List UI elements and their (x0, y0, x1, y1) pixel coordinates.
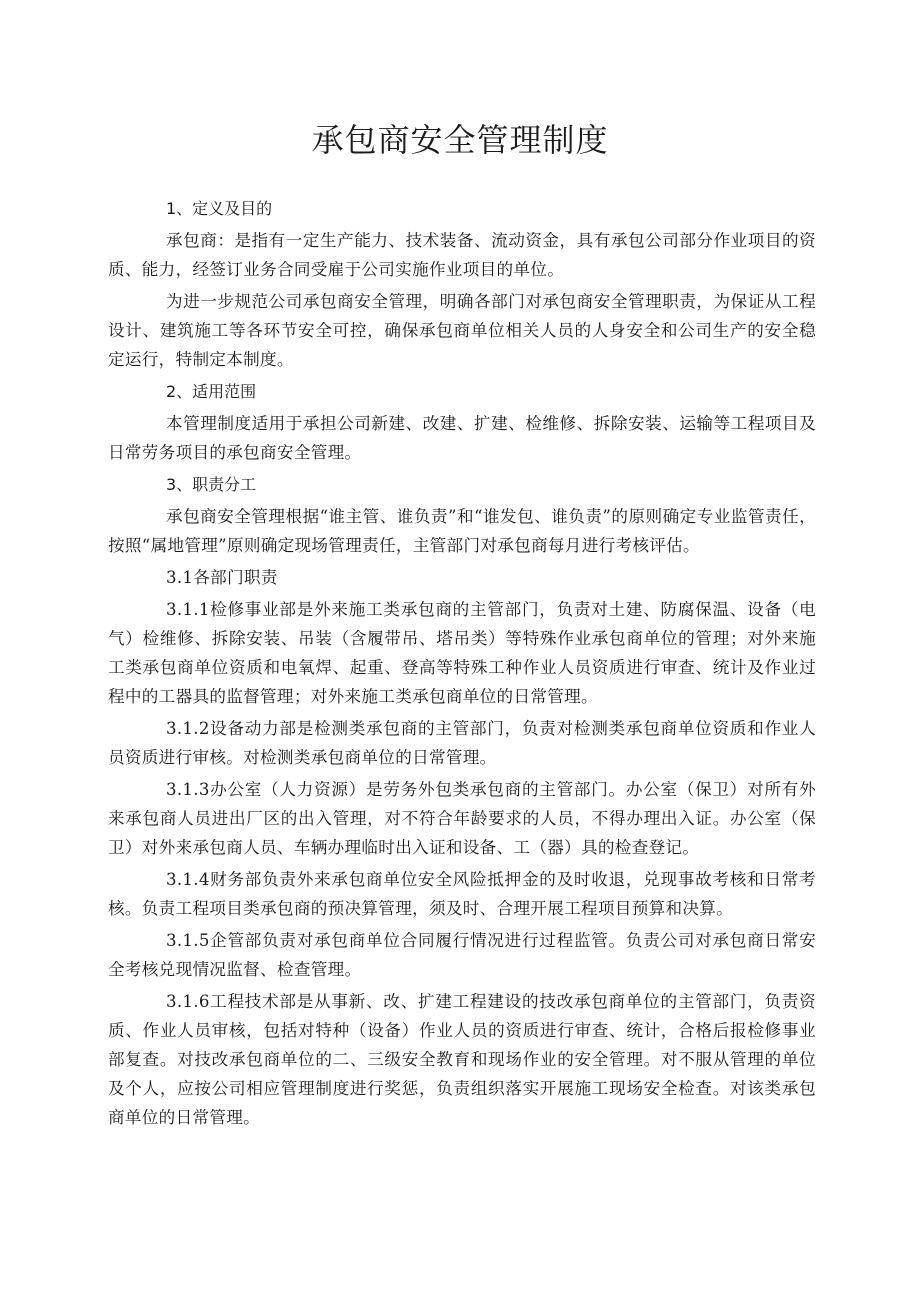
paragraph: 3.1.4财务部负责外来承包商单位安全风险抵押金的及时收退，兑现事故考核和日常考核。负责工程项目类承包商的预决算管理，须及时、合理开展工程项目预算和决算。 (108, 870, 816, 918)
subsection-heading: 3.1各部门职责 (166, 568, 278, 587)
section-heading: 2、适用范围 (166, 382, 257, 401)
paragraph: 3.1.2设备动力部是检测类承包商的主管部门，负责对检测类承包商单位资质和作业人员资质进行审核。对检测类承包商单位的日常管理。 (108, 719, 816, 767)
paragraph: 承包商安全管理根据“谁主管、谁负责”和“谁发包、谁负责”的原则确定专业监管责任，按照“属地管理”原则确定现场管理责任，主管部门对承包商每月进行考核评估。 (108, 507, 816, 555)
paragraph: 为进一步规范公司承包商安全管理，明确各部门对承包商安全管理职责，为保证从工程设计、建筑施工等各环节安全可控，确保承包商单位相关人员的人身安全和公司生产的安全稳定运行，特制定本制度。 (108, 292, 816, 369)
paragraph: 本管理制度适用于承担公司新建、改建、扩建、检维修、拆除安装、运输等工程项目及日常劳务项目的承包商安全管理。 (108, 414, 816, 462)
document-title: 承包商安全管理制度 (311, 121, 609, 159)
section-heading: 1、定义及目的 (166, 199, 273, 218)
paragraph: 3.1.5企管部负责对承包商单位合同履行情况进行过程监管。负责公司对承包商日常安全考核兑现情况监督、检查管理。 (108, 931, 816, 979)
paragraph: 3.1.3办公室（人力资源）是劳务外包类承包商的主管部门。办公室（保卫）对所有外来承包商人员进出厂区的出入管理，对不符合年龄要求的人员，不得办理出入证。办公室（保卫）对外来承包商人员、车辆办理临时出入证和设备、工（器）具的检查登记。 (108, 780, 816, 857)
paragraph: 3.1.1检修事业部是外来施工类承包商的主管部门，负责对土建、防腐保温、设备（电气）检维修、拆除安装、吊装（含履带吊、塔吊类）等特殊作业承包商单位的管理；对外来施工类承包商单位资质和电氧焊、起重、登高等特殊工种作业人员资质进行审查、统计及作业过程中的工器具的监督管理；对外来施工类承包商单位的日常管理。 (108, 600, 816, 706)
paragraph: 承包商：是指有一定生产能力、技术装备、流动资金，具有承包公司部分作业项目的资质、能力，经签订业务合同受雇于公司实施作业项目的单位。 (108, 231, 816, 279)
document-body (108, 194, 816, 1135)
section-heading: 3、职责分工 (166, 475, 257, 494)
paragraph: 3.1.6工程技术部是从事新、改、扩建工程建设的技改承包商单位的主管部门，负责资质、作业人员审核，包括对特种（设备）作业人员的资质进行审查、统计，合格后报检修事业部复查。对技改承包商单位的二、三级安全教育和现场作业的安全管理。对不服从管理的单位及个人，应按公司相应管理制度进行奖惩，负责组织落实开展施工现场安全检查。对该类承包商单位的日常管理。 (108, 992, 816, 1127)
